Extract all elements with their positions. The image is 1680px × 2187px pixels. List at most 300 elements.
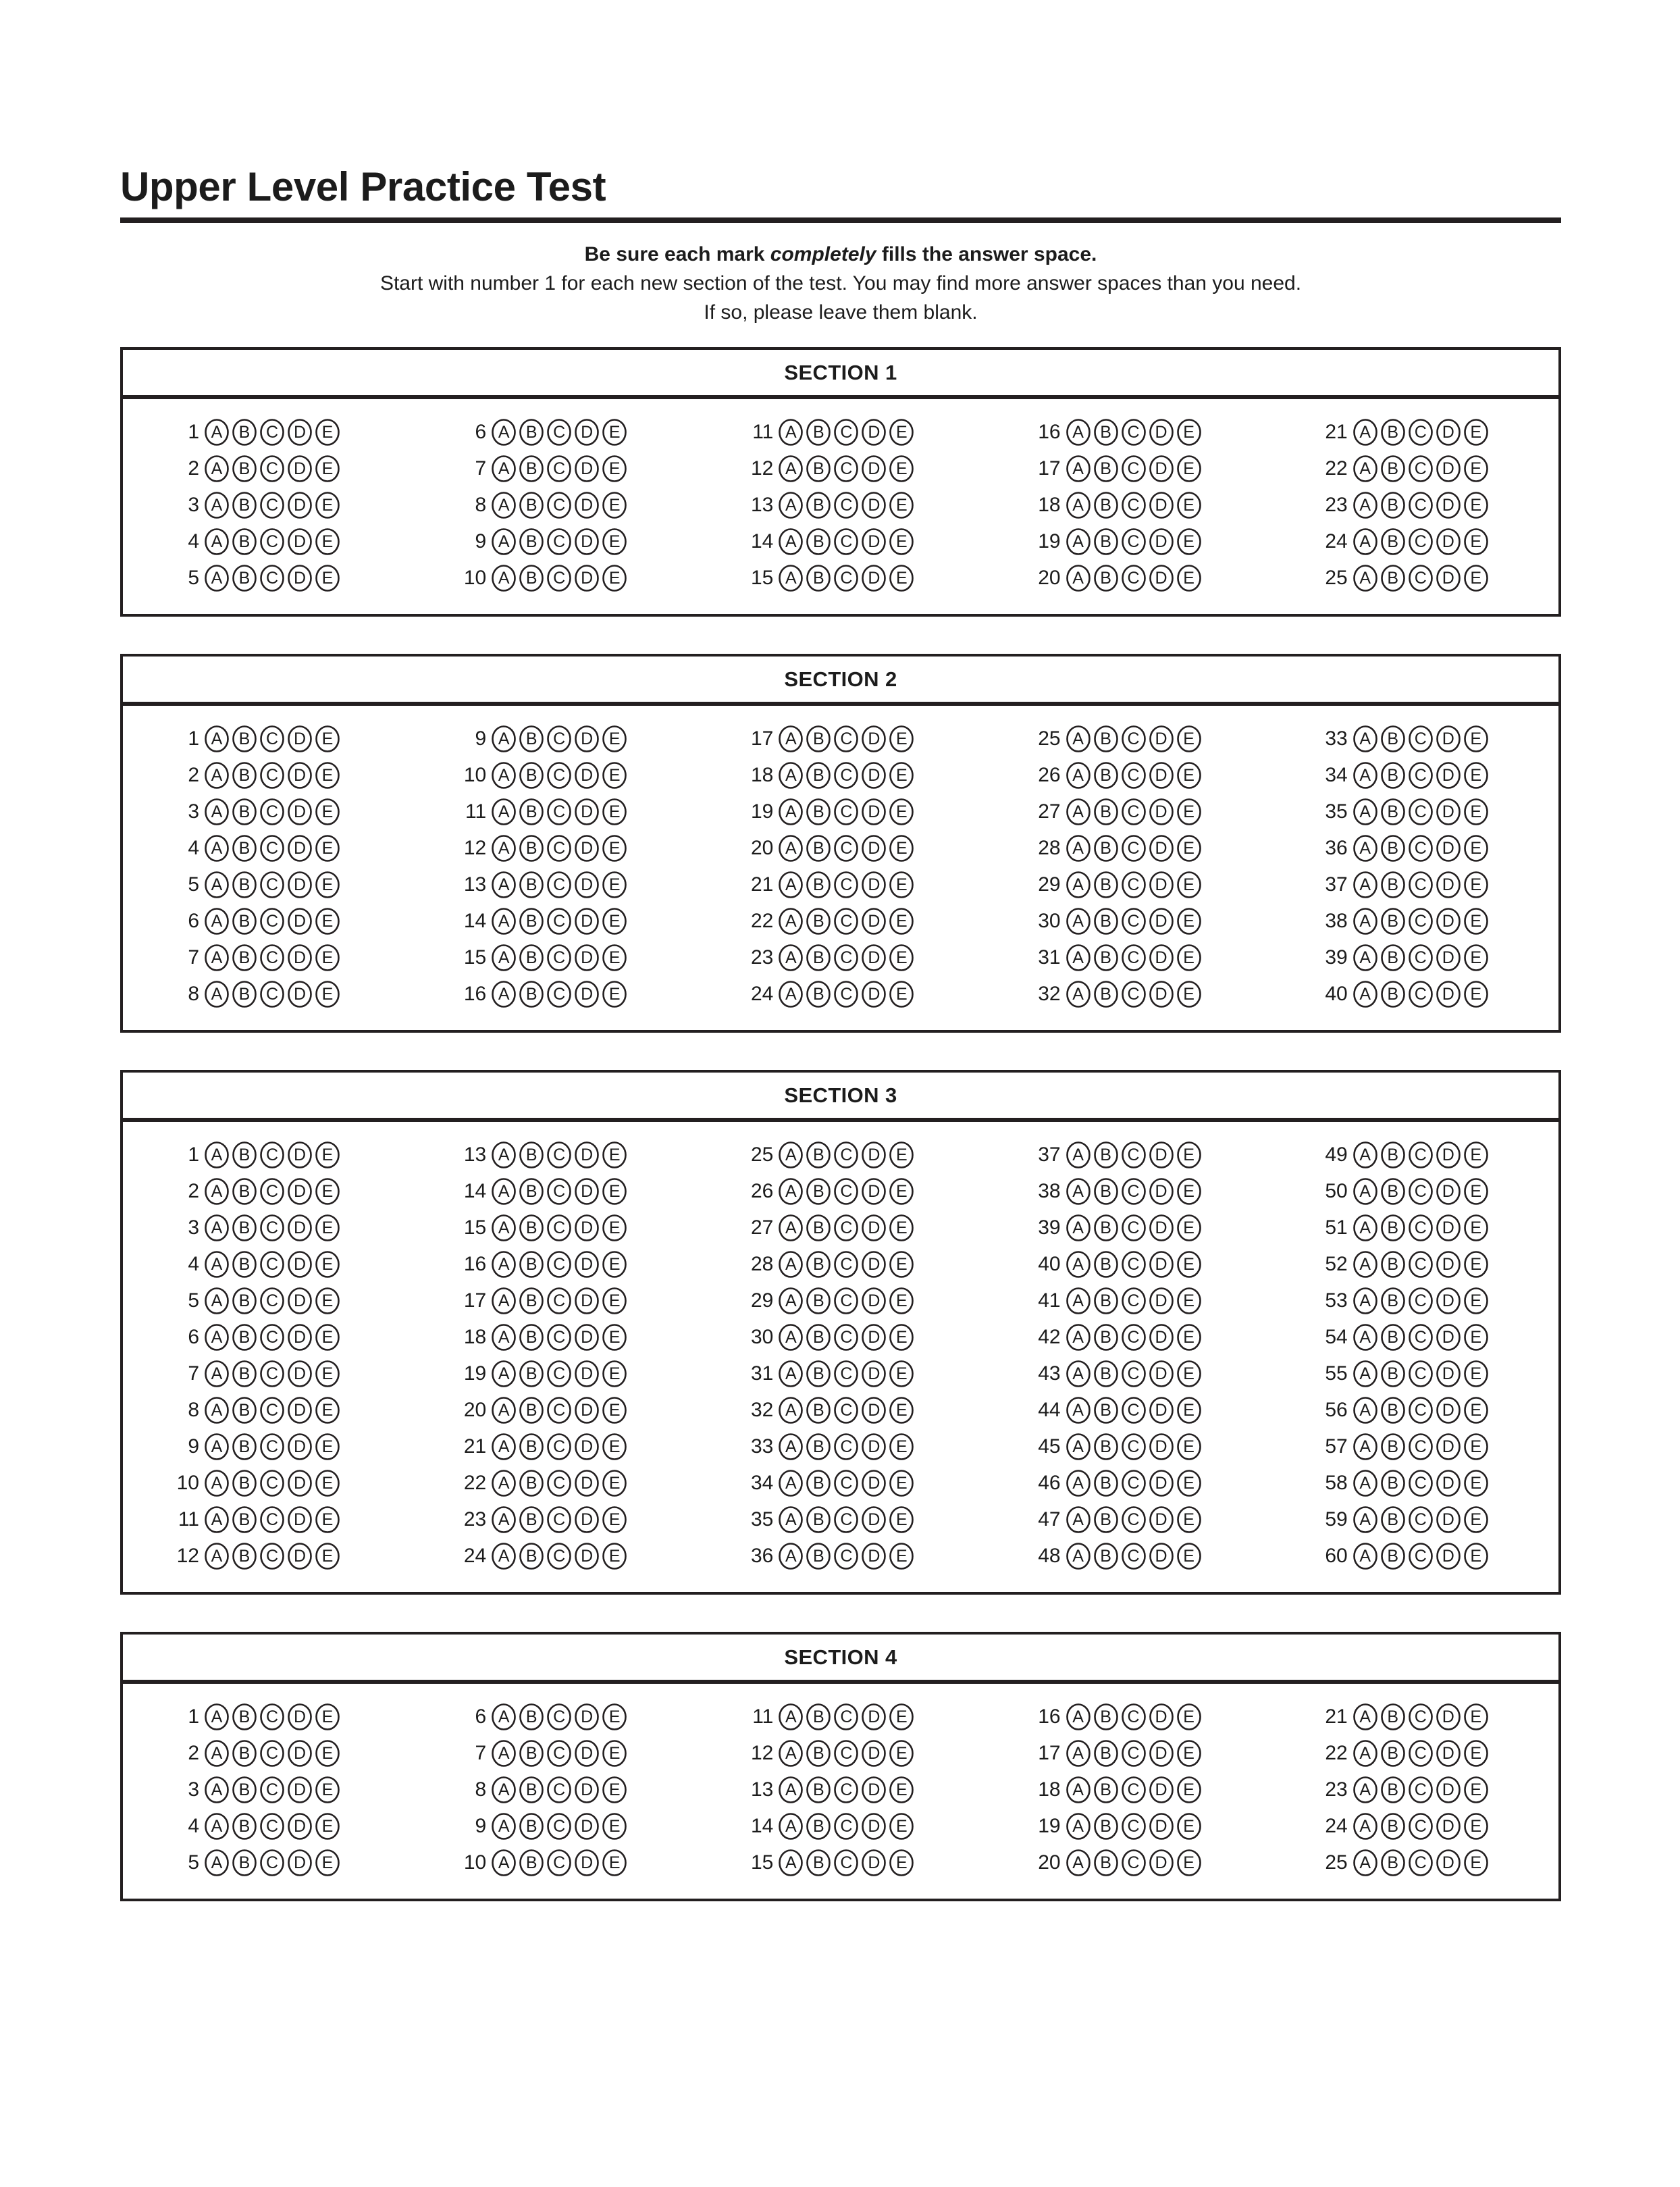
answer-bubble-a[interactable] xyxy=(204,491,230,519)
answer-bubble-a[interactable] xyxy=(204,907,230,935)
answer-bubble-a[interactable] xyxy=(1353,1141,1378,1169)
answer-bubble-d[interactable] xyxy=(861,1776,887,1804)
answer-bubble-b[interactable] xyxy=(1380,1469,1406,1497)
answer-bubble-c[interactable] xyxy=(546,1214,572,1242)
answer-bubble-c[interactable] xyxy=(546,725,572,753)
answer-bubble-c[interactable] xyxy=(546,1323,572,1352)
answer-bubble-a[interactable] xyxy=(204,871,230,899)
answer-bubble-c[interactable] xyxy=(259,1739,285,1768)
answer-bubble-e[interactable] xyxy=(602,761,627,790)
answer-bubble-c[interactable] xyxy=(833,528,859,556)
answer-bubble-e[interactable] xyxy=(889,798,914,826)
answer-bubble-a[interactable] xyxy=(1066,944,1091,972)
answer-bubble-a[interactable] xyxy=(778,1433,804,1461)
answer-bubble-c[interactable] xyxy=(1121,871,1147,899)
answer-bubble-d[interactable] xyxy=(287,455,313,483)
answer-bubble-e[interactable] xyxy=(1463,1214,1489,1242)
answer-bubble-a[interactable] xyxy=(1353,1323,1378,1352)
answer-bubble-a[interactable] xyxy=(491,528,517,556)
answer-bubble-d[interactable] xyxy=(1436,564,1461,592)
answer-bubble-d[interactable] xyxy=(574,455,600,483)
answer-bubble-e[interactable] xyxy=(1176,834,1202,863)
answer-bubble-a[interactable] xyxy=(1066,1433,1091,1461)
answer-bubble-d[interactable] xyxy=(287,1849,313,1877)
answer-bubble-c[interactable] xyxy=(259,980,285,1008)
answer-bubble-d[interactable] xyxy=(287,871,313,899)
answer-bubble-c[interactable] xyxy=(259,944,285,972)
answer-bubble-d[interactable] xyxy=(1436,1177,1461,1206)
answer-bubble-a[interactable] xyxy=(778,418,804,446)
answer-bubble-b[interactable] xyxy=(232,1396,257,1424)
answer-bubble-d[interactable] xyxy=(861,1396,887,1424)
answer-bubble-e[interactable] xyxy=(1176,1739,1202,1768)
answer-bubble-d[interactable] xyxy=(287,1396,313,1424)
answer-bubble-a[interactable] xyxy=(1353,980,1378,1008)
answer-bubble-b[interactable] xyxy=(232,1849,257,1877)
answer-bubble-b[interactable] xyxy=(806,907,831,935)
answer-bubble-a[interactable] xyxy=(1353,491,1378,519)
answer-bubble-d[interactable] xyxy=(574,871,600,899)
answer-bubble-c[interactable] xyxy=(546,1141,572,1169)
answer-bubble-b[interactable] xyxy=(1093,1542,1119,1570)
answer-bubble-c[interactable] xyxy=(833,1360,859,1388)
answer-bubble-b[interactable] xyxy=(806,564,831,592)
answer-bubble-d[interactable] xyxy=(861,798,887,826)
answer-bubble-e[interactable] xyxy=(889,1141,914,1169)
answer-bubble-c[interactable] xyxy=(833,1177,859,1206)
answer-bubble-d[interactable] xyxy=(1149,1739,1174,1768)
answer-bubble-a[interactable] xyxy=(491,455,517,483)
answer-bubble-d[interactable] xyxy=(1436,1214,1461,1242)
answer-bubble-b[interactable] xyxy=(1093,564,1119,592)
answer-bubble-c[interactable] xyxy=(259,761,285,790)
answer-bubble-c[interactable] xyxy=(259,907,285,935)
answer-bubble-c[interactable] xyxy=(259,1542,285,1570)
answer-bubble-a[interactable] xyxy=(778,1703,804,1731)
answer-bubble-b[interactable] xyxy=(519,725,544,753)
answer-bubble-d[interactable] xyxy=(287,944,313,972)
answer-bubble-b[interactable] xyxy=(806,491,831,519)
answer-bubble-e[interactable] xyxy=(1463,491,1489,519)
answer-bubble-c[interactable] xyxy=(1121,1542,1147,1570)
answer-bubble-d[interactable] xyxy=(861,1849,887,1877)
answer-bubble-d[interactable] xyxy=(1149,798,1174,826)
answer-bubble-d[interactable] xyxy=(574,1433,600,1461)
answer-bubble-e[interactable] xyxy=(602,1433,627,1461)
answer-bubble-a[interactable] xyxy=(204,1250,230,1279)
answer-bubble-d[interactable] xyxy=(861,528,887,556)
answer-bubble-d[interactable] xyxy=(1149,1323,1174,1352)
answer-bubble-c[interactable] xyxy=(1121,1250,1147,1279)
answer-bubble-a[interactable] xyxy=(204,1360,230,1388)
answer-bubble-c[interactable] xyxy=(1408,1250,1434,1279)
answer-bubble-d[interactable] xyxy=(861,491,887,519)
answer-bubble-d[interactable] xyxy=(1436,1287,1461,1315)
answer-bubble-a[interactable] xyxy=(778,1360,804,1388)
answer-bubble-b[interactable] xyxy=(806,1469,831,1497)
answer-bubble-b[interactable] xyxy=(806,1177,831,1206)
answer-bubble-d[interactable] xyxy=(861,980,887,1008)
answer-bubble-c[interactable] xyxy=(833,1141,859,1169)
answer-bubble-c[interactable] xyxy=(546,1739,572,1768)
answer-bubble-a[interactable] xyxy=(778,834,804,863)
answer-bubble-a[interactable] xyxy=(204,834,230,863)
answer-bubble-c[interactable] xyxy=(546,1703,572,1731)
answer-bubble-e[interactable] xyxy=(889,944,914,972)
answer-bubble-d[interactable] xyxy=(1436,418,1461,446)
answer-bubble-b[interactable] xyxy=(806,1287,831,1315)
answer-bubble-e[interactable] xyxy=(1176,1396,1202,1424)
answer-bubble-a[interactable] xyxy=(491,1433,517,1461)
answer-bubble-c[interactable] xyxy=(259,798,285,826)
answer-bubble-d[interactable] xyxy=(574,1849,600,1877)
answer-bubble-e[interactable] xyxy=(315,871,340,899)
answer-bubble-a[interactable] xyxy=(778,1323,804,1352)
answer-bubble-a[interactable] xyxy=(1353,1250,1378,1279)
answer-bubble-a[interactable] xyxy=(1353,1396,1378,1424)
answer-bubble-c[interactable] xyxy=(259,834,285,863)
answer-bubble-e[interactable] xyxy=(1463,1469,1489,1497)
answer-bubble-d[interactable] xyxy=(287,1214,313,1242)
answer-bubble-e[interactable] xyxy=(602,1287,627,1315)
answer-bubble-b[interactable] xyxy=(232,798,257,826)
answer-bubble-a[interactable] xyxy=(778,455,804,483)
answer-bubble-e[interactable] xyxy=(1176,798,1202,826)
answer-bubble-c[interactable] xyxy=(546,1433,572,1461)
answer-bubble-d[interactable] xyxy=(1149,1177,1174,1206)
answer-bubble-a[interactable] xyxy=(1353,1287,1378,1315)
answer-bubble-e[interactable] xyxy=(1463,1360,1489,1388)
answer-bubble-c[interactable] xyxy=(833,725,859,753)
answer-bubble-c[interactable] xyxy=(1121,761,1147,790)
answer-bubble-d[interactable] xyxy=(861,1360,887,1388)
answer-bubble-a[interactable] xyxy=(1066,1506,1091,1534)
answer-bubble-c[interactable] xyxy=(833,455,859,483)
answer-bubble-b[interactable] xyxy=(1380,1360,1406,1388)
answer-bubble-a[interactable] xyxy=(778,944,804,972)
answer-bubble-b[interactable] xyxy=(1093,1739,1119,1768)
answer-bubble-d[interactable] xyxy=(1436,528,1461,556)
answer-bubble-a[interactable] xyxy=(204,1849,230,1877)
answer-bubble-a[interactable] xyxy=(491,834,517,863)
answer-bubble-b[interactable] xyxy=(519,1141,544,1169)
answer-bubble-b[interactable] xyxy=(232,1214,257,1242)
answer-bubble-c[interactable] xyxy=(1121,944,1147,972)
answer-bubble-d[interactable] xyxy=(287,1360,313,1388)
answer-bubble-c[interactable] xyxy=(1408,455,1434,483)
answer-bubble-b[interactable] xyxy=(1093,1177,1119,1206)
answer-bubble-d[interactable] xyxy=(861,1141,887,1169)
answer-bubble-d[interactable] xyxy=(861,1323,887,1352)
answer-bubble-c[interactable] xyxy=(1121,1433,1147,1461)
answer-bubble-d[interactable] xyxy=(861,1542,887,1570)
answer-bubble-c[interactable] xyxy=(1121,798,1147,826)
answer-bubble-a[interactable] xyxy=(778,1396,804,1424)
answer-bubble-d[interactable] xyxy=(861,1177,887,1206)
answer-bubble-c[interactable] xyxy=(1408,1287,1434,1315)
answer-bubble-b[interactable] xyxy=(1380,1433,1406,1461)
answer-bubble-e[interactable] xyxy=(602,1849,627,1877)
answer-bubble-a[interactable] xyxy=(1066,1849,1091,1877)
answer-bubble-b[interactable] xyxy=(232,564,257,592)
answer-bubble-c[interactable] xyxy=(1121,455,1147,483)
answer-bubble-e[interactable] xyxy=(889,491,914,519)
answer-bubble-b[interactable] xyxy=(806,1433,831,1461)
answer-bubble-c[interactable] xyxy=(1121,528,1147,556)
answer-bubble-a[interactable] xyxy=(204,798,230,826)
answer-bubble-d[interactable] xyxy=(1149,1776,1174,1804)
answer-bubble-e[interactable] xyxy=(315,725,340,753)
answer-bubble-d[interactable] xyxy=(861,455,887,483)
answer-bubble-e[interactable] xyxy=(1463,871,1489,899)
answer-bubble-a[interactable] xyxy=(204,1396,230,1424)
answer-bubble-e[interactable] xyxy=(602,1506,627,1534)
answer-bubble-c[interactable] xyxy=(833,1542,859,1570)
answer-bubble-c[interactable] xyxy=(546,1250,572,1279)
answer-bubble-e[interactable] xyxy=(1176,455,1202,483)
answer-bubble-b[interactable] xyxy=(1380,1141,1406,1169)
answer-bubble-e[interactable] xyxy=(315,761,340,790)
answer-bubble-c[interactable] xyxy=(1121,491,1147,519)
answer-bubble-c[interactable] xyxy=(1121,1703,1147,1731)
answer-bubble-b[interactable] xyxy=(1093,491,1119,519)
answer-bubble-d[interactable] xyxy=(1149,1506,1174,1534)
answer-bubble-d[interactable] xyxy=(1149,761,1174,790)
answer-bubble-a[interactable] xyxy=(778,528,804,556)
answer-bubble-d[interactable] xyxy=(1436,1250,1461,1279)
answer-bubble-b[interactable] xyxy=(1380,491,1406,519)
answer-bubble-a[interactable] xyxy=(1066,564,1091,592)
answer-bubble-a[interactable] xyxy=(1066,1542,1091,1570)
answer-bubble-c[interactable] xyxy=(259,1396,285,1424)
answer-bubble-e[interactable] xyxy=(1176,1250,1202,1279)
answer-bubble-d[interactable] xyxy=(861,907,887,935)
answer-bubble-c[interactable] xyxy=(1408,798,1434,826)
answer-bubble-b[interactable] xyxy=(232,1141,257,1169)
answer-bubble-a[interactable] xyxy=(1066,1177,1091,1206)
answer-bubble-b[interactable] xyxy=(806,834,831,863)
answer-bubble-e[interactable] xyxy=(1463,1250,1489,1279)
answer-bubble-a[interactable] xyxy=(491,725,517,753)
answer-bubble-b[interactable] xyxy=(232,907,257,935)
answer-bubble-e[interactable] xyxy=(1176,725,1202,753)
answer-bubble-b[interactable] xyxy=(1093,455,1119,483)
answer-bubble-e[interactable] xyxy=(315,1469,340,1497)
answer-bubble-a[interactable] xyxy=(204,944,230,972)
answer-bubble-c[interactable] xyxy=(1121,1360,1147,1388)
answer-bubble-b[interactable] xyxy=(1093,1849,1119,1877)
answer-bubble-d[interactable] xyxy=(1149,528,1174,556)
answer-bubble-c[interactable] xyxy=(1408,1776,1434,1804)
answer-bubble-a[interactable] xyxy=(778,564,804,592)
answer-bubble-b[interactable] xyxy=(232,980,257,1008)
answer-bubble-e[interactable] xyxy=(315,944,340,972)
answer-bubble-a[interactable] xyxy=(491,761,517,790)
answer-bubble-c[interactable] xyxy=(1121,1776,1147,1804)
answer-bubble-a[interactable] xyxy=(491,1542,517,1570)
answer-bubble-a[interactable] xyxy=(778,1776,804,1804)
answer-bubble-c[interactable] xyxy=(259,725,285,753)
answer-bubble-b[interactable] xyxy=(1093,1776,1119,1804)
answer-bubble-b[interactable] xyxy=(232,1776,257,1804)
answer-bubble-d[interactable] xyxy=(1436,1739,1461,1768)
answer-bubble-c[interactable] xyxy=(1408,1433,1434,1461)
answer-bubble-d[interactable] xyxy=(1436,834,1461,863)
answer-bubble-b[interactable] xyxy=(232,761,257,790)
answer-bubble-d[interactable] xyxy=(1149,418,1174,446)
answer-bubble-d[interactable] xyxy=(1436,1433,1461,1461)
answer-bubble-a[interactable] xyxy=(1066,907,1091,935)
answer-bubble-a[interactable] xyxy=(778,1250,804,1279)
answer-bubble-a[interactable] xyxy=(778,907,804,935)
answer-bubble-a[interactable] xyxy=(1066,1360,1091,1388)
answer-bubble-a[interactable] xyxy=(491,1141,517,1169)
answer-bubble-b[interactable] xyxy=(1093,528,1119,556)
answer-bubble-e[interactable] xyxy=(602,1323,627,1352)
answer-bubble-c[interactable] xyxy=(1408,1360,1434,1388)
answer-bubble-e[interactable] xyxy=(889,1177,914,1206)
answer-bubble-c[interactable] xyxy=(259,528,285,556)
answer-bubble-d[interactable] xyxy=(1436,1469,1461,1497)
answer-bubble-e[interactable] xyxy=(889,980,914,1008)
answer-bubble-a[interactable] xyxy=(204,1323,230,1352)
answer-bubble-d[interactable] xyxy=(287,1323,313,1352)
answer-bubble-d[interactable] xyxy=(574,798,600,826)
answer-bubble-b[interactable] xyxy=(232,1739,257,1768)
answer-bubble-e[interactable] xyxy=(602,871,627,899)
answer-bubble-e[interactable] xyxy=(1463,455,1489,483)
answer-bubble-d[interactable] xyxy=(1436,1360,1461,1388)
answer-bubble-a[interactable] xyxy=(1353,418,1378,446)
answer-bubble-e[interactable] xyxy=(315,1506,340,1534)
answer-bubble-b[interactable] xyxy=(1380,907,1406,935)
answer-bubble-c[interactable] xyxy=(546,1812,572,1841)
answer-bubble-c[interactable] xyxy=(1121,1849,1147,1877)
answer-bubble-d[interactable] xyxy=(861,1433,887,1461)
answer-bubble-e[interactable] xyxy=(1463,1506,1489,1534)
answer-bubble-b[interactable] xyxy=(519,761,544,790)
answer-bubble-c[interactable] xyxy=(1121,1141,1147,1169)
answer-bubble-c[interactable] xyxy=(1408,1177,1434,1206)
answer-bubble-a[interactable] xyxy=(204,1287,230,1315)
answer-bubble-d[interactable] xyxy=(574,980,600,1008)
answer-bubble-e[interactable] xyxy=(315,907,340,935)
answer-bubble-a[interactable] xyxy=(491,1703,517,1731)
answer-bubble-e[interactable] xyxy=(1463,798,1489,826)
answer-bubble-a[interactable] xyxy=(491,1177,517,1206)
answer-bubble-c[interactable] xyxy=(259,1360,285,1388)
answer-bubble-d[interactable] xyxy=(1149,980,1174,1008)
answer-bubble-b[interactable] xyxy=(1380,1177,1406,1206)
answer-bubble-d[interactable] xyxy=(287,564,313,592)
answer-bubble-c[interactable] xyxy=(1408,1739,1434,1768)
answer-bubble-d[interactable] xyxy=(574,944,600,972)
answer-bubble-b[interactable] xyxy=(232,1469,257,1497)
answer-bubble-d[interactable] xyxy=(1149,1849,1174,1877)
answer-bubble-d[interactable] xyxy=(861,1287,887,1315)
answer-bubble-d[interactable] xyxy=(861,1214,887,1242)
answer-bubble-a[interactable] xyxy=(204,1776,230,1804)
answer-bubble-b[interactable] xyxy=(1093,907,1119,935)
answer-bubble-b[interactable] xyxy=(1380,528,1406,556)
answer-bubble-a[interactable] xyxy=(491,1849,517,1877)
answer-bubble-a[interactable] xyxy=(1353,1506,1378,1534)
answer-bubble-a[interactable] xyxy=(1066,491,1091,519)
answer-bubble-e[interactable] xyxy=(1176,1141,1202,1169)
answer-bubble-e[interactable] xyxy=(1463,980,1489,1008)
answer-bubble-e[interactable] xyxy=(1463,1396,1489,1424)
answer-bubble-c[interactable] xyxy=(1121,725,1147,753)
answer-bubble-b[interactable] xyxy=(1380,1849,1406,1877)
answer-bubble-d[interactable] xyxy=(287,1776,313,1804)
answer-bubble-a[interactable] xyxy=(1353,1177,1378,1206)
answer-bubble-e[interactable] xyxy=(315,418,340,446)
answer-bubble-b[interactable] xyxy=(806,1506,831,1534)
answer-bubble-e[interactable] xyxy=(602,798,627,826)
answer-bubble-a[interactable] xyxy=(1353,564,1378,592)
answer-bubble-b[interactable] xyxy=(806,1739,831,1768)
answer-bubble-c[interactable] xyxy=(833,1739,859,1768)
answer-bubble-b[interactable] xyxy=(232,1433,257,1461)
answer-bubble-b[interactable] xyxy=(1380,1739,1406,1768)
answer-bubble-b[interactable] xyxy=(519,798,544,826)
answer-bubble-d[interactable] xyxy=(1149,564,1174,592)
answer-bubble-e[interactable] xyxy=(1176,1433,1202,1461)
answer-bubble-d[interactable] xyxy=(287,761,313,790)
answer-bubble-e[interactable] xyxy=(1463,1739,1489,1768)
answer-bubble-e[interactable] xyxy=(315,1287,340,1315)
answer-bubble-a[interactable] xyxy=(1353,1214,1378,1242)
answer-bubble-a[interactable] xyxy=(204,564,230,592)
answer-bubble-d[interactable] xyxy=(287,725,313,753)
answer-bubble-a[interactable] xyxy=(1353,1849,1378,1877)
answer-bubble-a[interactable] xyxy=(204,1469,230,1497)
answer-bubble-e[interactable] xyxy=(602,1703,627,1731)
answer-bubble-c[interactable] xyxy=(833,1323,859,1352)
answer-bubble-a[interactable] xyxy=(1353,1776,1378,1804)
answer-bubble-a[interactable] xyxy=(1353,725,1378,753)
answer-bubble-d[interactable] xyxy=(574,1812,600,1841)
answer-bubble-d[interactable] xyxy=(287,1287,313,1315)
answer-bubble-e[interactable] xyxy=(1463,528,1489,556)
answer-bubble-a[interactable] xyxy=(1353,455,1378,483)
answer-bubble-d[interactable] xyxy=(1436,455,1461,483)
answer-bubble-a[interactable] xyxy=(204,1433,230,1461)
answer-bubble-b[interactable] xyxy=(1380,871,1406,899)
answer-bubble-b[interactable] xyxy=(806,1360,831,1388)
answer-bubble-b[interactable] xyxy=(806,418,831,446)
answer-bubble-a[interactable] xyxy=(778,761,804,790)
answer-bubble-c[interactable] xyxy=(1408,907,1434,935)
answer-bubble-a[interactable] xyxy=(1066,834,1091,863)
answer-bubble-e[interactable] xyxy=(315,528,340,556)
answer-bubble-c[interactable] xyxy=(546,761,572,790)
answer-bubble-e[interactable] xyxy=(315,834,340,863)
answer-bubble-b[interactable] xyxy=(232,1812,257,1841)
answer-bubble-d[interactable] xyxy=(574,1703,600,1731)
answer-bubble-a[interactable] xyxy=(1066,1287,1091,1315)
answer-bubble-c[interactable] xyxy=(833,944,859,972)
answer-bubble-b[interactable] xyxy=(232,1542,257,1570)
answer-bubble-d[interactable] xyxy=(574,1360,600,1388)
answer-bubble-e[interactable] xyxy=(1176,1542,1202,1570)
answer-bubble-d[interactable] xyxy=(861,761,887,790)
answer-bubble-b[interactable] xyxy=(519,1214,544,1242)
answer-bubble-e[interactable] xyxy=(602,455,627,483)
answer-bubble-d[interactable] xyxy=(574,1250,600,1279)
answer-bubble-e[interactable] xyxy=(315,1177,340,1206)
answer-bubble-e[interactable] xyxy=(1176,1776,1202,1804)
